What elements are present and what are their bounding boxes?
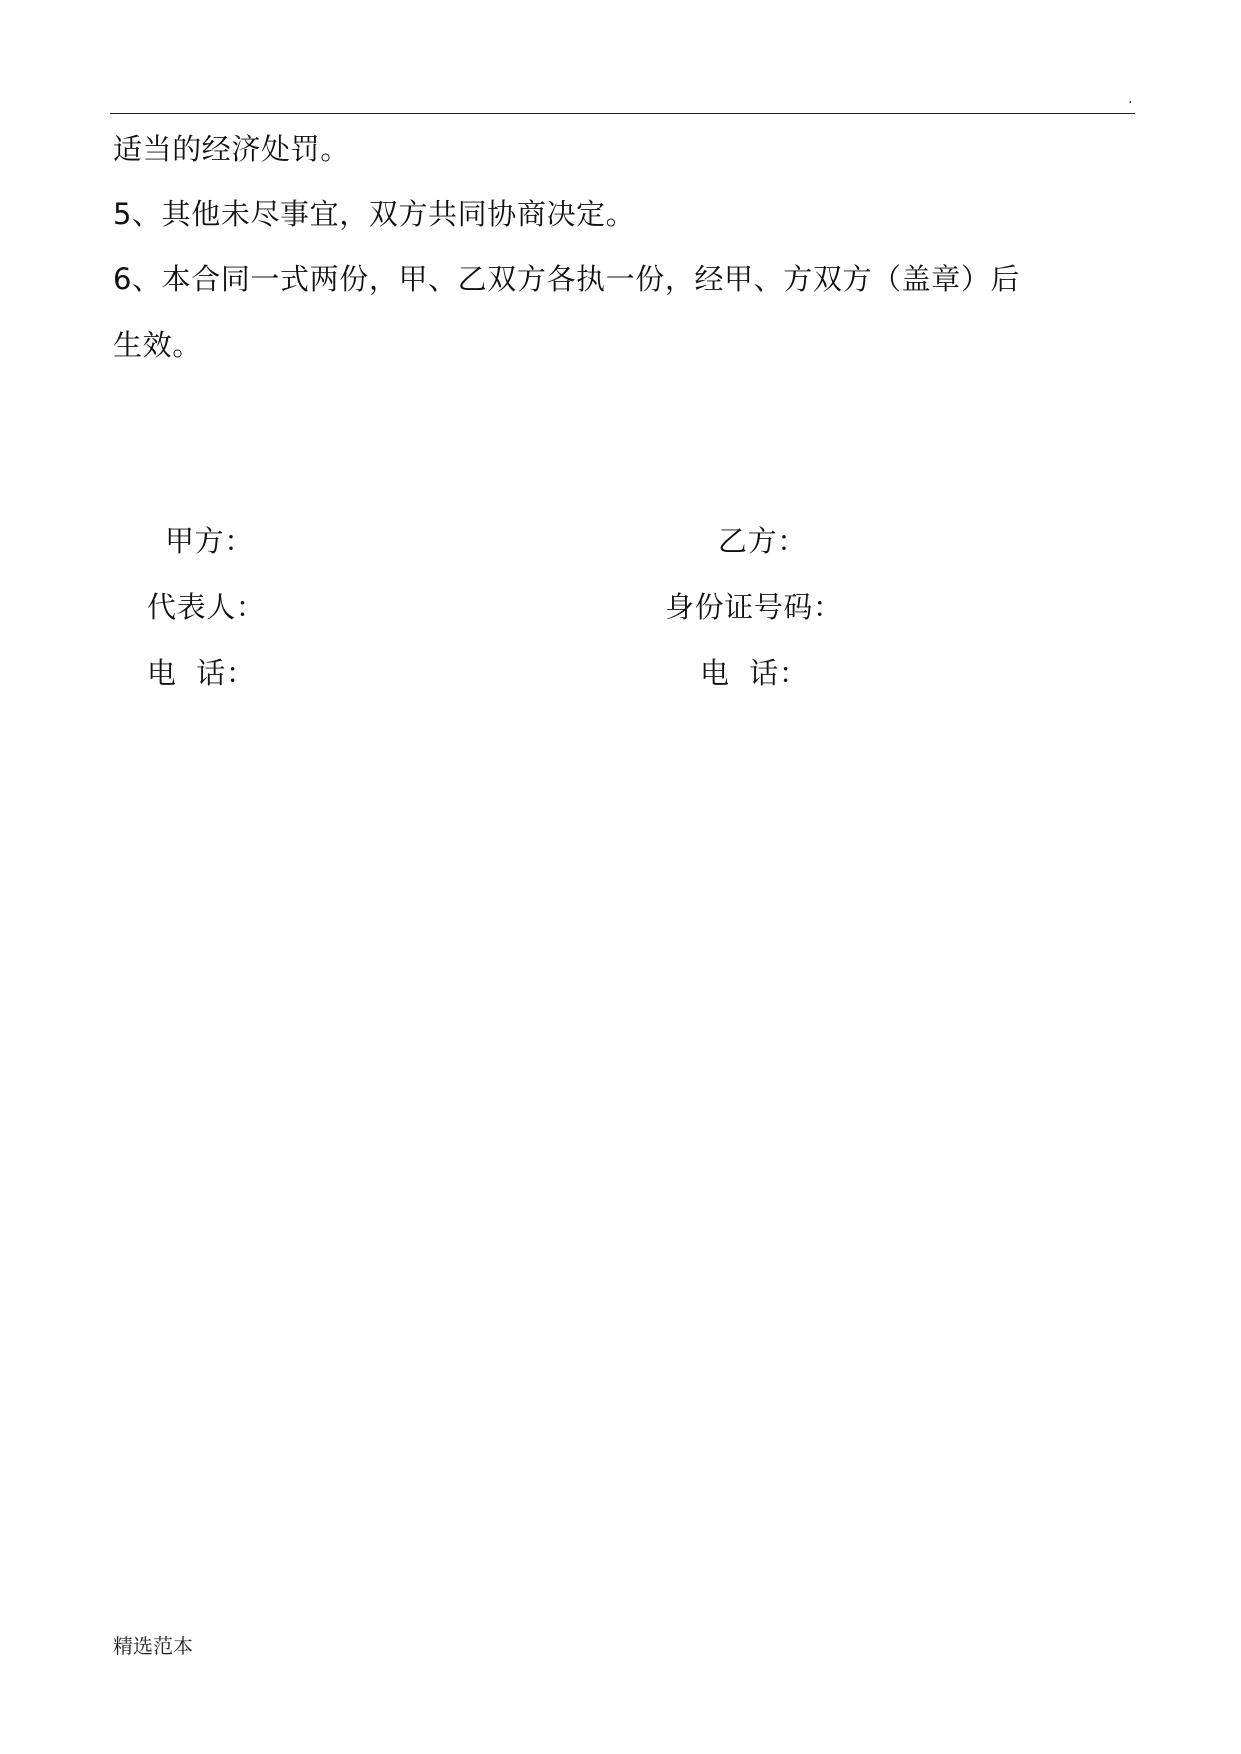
party-b-label: 乙方： [718,524,807,558]
party-a-label: 甲方： [165,524,254,558]
footer-text: 精选范本 [113,1634,193,1658]
party-a-representative-label: 代表人： [147,590,266,624]
header-mark: . [1128,91,1133,107]
party-b-phone-label: 电 话： [700,656,809,690]
body-line-2: 5、其他未尽事宜，双方共同协商决定。 [113,197,636,231]
body-line-1: 适当的经济处罚。 [113,132,350,166]
header-rule [110,113,1135,114]
party-a-phone-label: 电 话： [147,656,256,690]
body-line-4: 生效。 [113,328,202,362]
party-b-id-number-label: 身份证号码： [665,590,843,624]
body-line-3: 6、本合同一式两份，甲、乙双方各执一份，经甲、方双方（盖章）后 [113,262,1021,296]
